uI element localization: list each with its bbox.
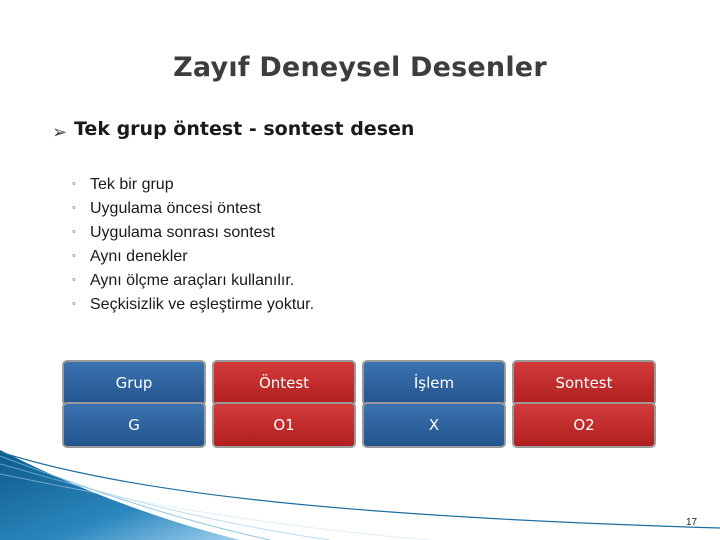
circle-bullet-icon: ◦ xyxy=(72,202,76,214)
slide-title: Zayıf Deneysel Desenler xyxy=(173,52,547,83)
sub-point xyxy=(72,296,314,320)
table-cell: G xyxy=(62,402,206,448)
page-number: 17 xyxy=(686,517,698,528)
circle-bullet-icon: ◦ xyxy=(72,274,76,286)
circle-bullet-icon: ◦ xyxy=(72,298,76,310)
sub-point xyxy=(72,176,314,200)
table-header-cell: Grup xyxy=(62,360,206,406)
table-header-cell: İşlem xyxy=(362,360,506,406)
main-point: Tek grup öntest - sontest desen xyxy=(74,118,415,140)
sub-point-text: Seçkisizlik ve eşleştirme yoktur. xyxy=(90,296,315,313)
arrow-bullet-icon: ➢ xyxy=(52,122,68,143)
sub-point xyxy=(72,248,314,272)
circle-bullet-icon: ◦ xyxy=(72,178,76,190)
sub-point xyxy=(72,224,314,248)
sub-point-list xyxy=(72,176,314,320)
blue-wave-decoration xyxy=(0,450,720,540)
table-cell: O2 xyxy=(512,402,656,448)
sub-point-text: Uygulama öncesi öntest xyxy=(90,200,261,217)
table-cell: X xyxy=(362,402,506,448)
sub-point-text: Tek bir grup xyxy=(90,176,174,193)
circle-bullet-icon: ◦ xyxy=(72,250,76,262)
table-cell: O1 xyxy=(212,402,356,448)
table-header-cell: Öntest xyxy=(212,360,356,406)
sub-point-text: Aynı ölçme araçları kullanılır. xyxy=(90,272,295,289)
sub-point-text: Aynı denekler xyxy=(90,248,188,265)
circle-bullet-icon: ◦ xyxy=(72,226,76,238)
sub-point xyxy=(72,200,314,224)
sub-point-text: Uygulama sonrası sontest xyxy=(90,224,275,241)
table-header-cell: Sontest xyxy=(512,360,656,406)
sub-point xyxy=(72,272,314,296)
